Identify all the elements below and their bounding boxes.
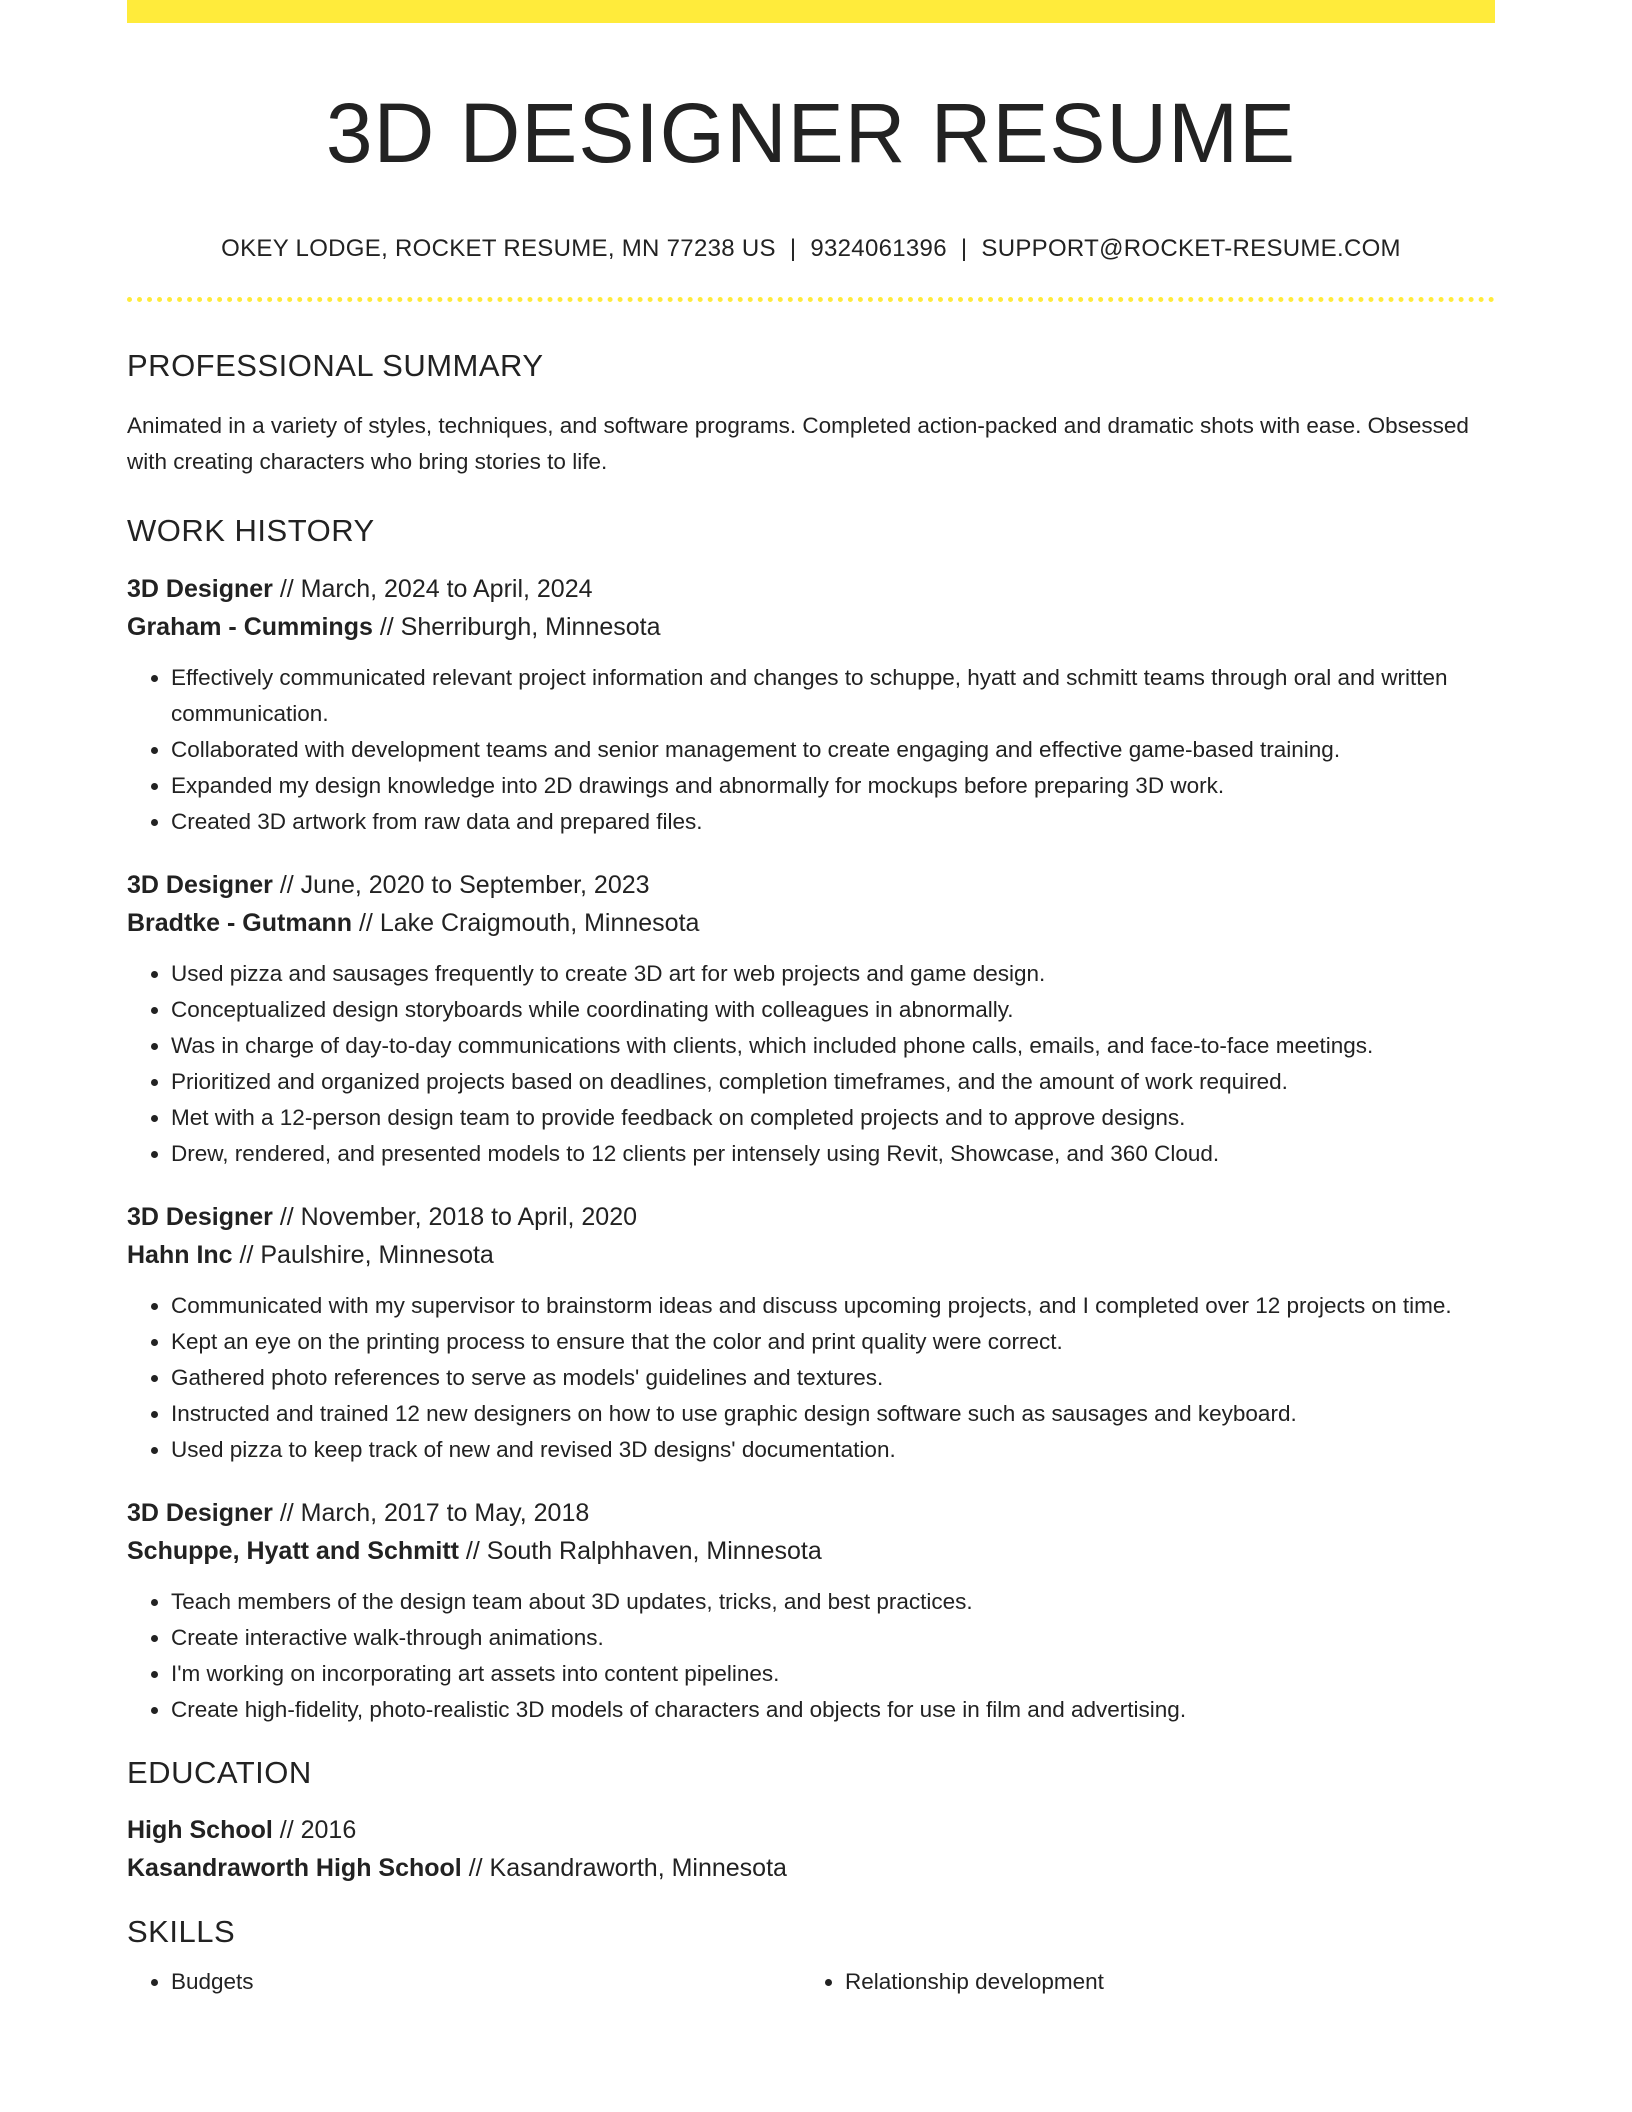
contact-separator: |: [789, 234, 797, 262]
job-bullets: [127, 660, 1495, 840]
list-item: • Prioritized and organized projects based on deadlines, completion timeframes, and the amount of work required.: [171, 1064, 1495, 1100]
education-entry: [127, 1811, 1495, 1887]
list-item: • Collaborated with development teams and senior management to create engaging and effective game-based training.: [171, 732, 1495, 768]
resume-page: [127, 0, 1495, 2000]
job-company: Bradtke - Gutmann: [127, 908, 353, 937]
education-location: // Kasandraworth, Minnesota: [461, 1853, 787, 1882]
list-item: • Gathered photo references to serve as models' guidelines and textures.: [171, 1360, 1495, 1396]
list-item: • Kept an eye on the printing process to ensure that the color and print quality were correct.: [171, 1324, 1495, 1360]
education-school: Kasandraworth High School: [127, 1853, 462, 1882]
list-item: • I'm working on incorporating art assets into content pipelines.: [171, 1656, 1495, 1692]
list-item: • Used pizza and sausages frequently to create 3D art for web projects and game design.: [171, 956, 1495, 992]
education-degree: High School: [127, 1815, 273, 1844]
resume-title: 3D DESIGNER RESUME: [325, 86, 1297, 180]
contact-line: [127, 235, 1495, 264]
skills-column-left: [127, 1964, 801, 2000]
list-item: • Expanded my design knowledge into 2D drawings and abnormally for mockups before preparing 3D work.: [171, 768, 1495, 804]
contact-email[interactable]: SUPPORT@ROCKET-RESUME.COM: [981, 234, 1401, 262]
skills-list: [127, 1964, 1495, 2000]
list-item: • Met with a 12-person design team to provide feedback on completed projects and to approve designs.: [171, 1100, 1495, 1136]
job-bullets: [127, 1584, 1495, 1728]
job-dates: // June, 2020 to September, 2023: [272, 870, 650, 899]
education-year: // 2016: [272, 1815, 357, 1844]
job-entry: [127, 1494, 1495, 1728]
job-role: 3D Designer: [127, 574, 273, 603]
contact-phone[interactable]: 9324061396: [810, 234, 947, 262]
list-item: • Created 3D artwork from raw data and prepared files.: [171, 804, 1495, 840]
list-item: • Was in charge of day-to-day communications with clients, which included phone calls, emails, and face-to-face meetings.: [171, 1028, 1495, 1064]
job-dates: // March, 2024 to April, 2024: [272, 574, 593, 603]
job-role: 3D Designer: [127, 1202, 273, 1231]
list-item: • Effectively communicated relevant project information and changes to schuppe, hyatt and schmitt teams through oral and written communication.: [171, 660, 1495, 732]
top-accent-bar: [127, 0, 1495, 23]
contact-separator: |: [960, 234, 968, 262]
skills-column-right: [801, 1964, 1475, 2000]
section-title-education: EDUCATION: [127, 1754, 312, 1790]
job-location: // South Ralphhaven, Minnesota: [458, 1536, 822, 1565]
job-company: Schuppe, Hyatt and Schmitt: [127, 1536, 459, 1565]
section-title-summary: PROFESSIONAL SUMMARY: [127, 348, 544, 384]
list-item: • Teach members of the design team about 3D updates, tricks, and best practices.: [171, 1584, 1495, 1620]
job-entry: [127, 866, 1495, 1172]
list-item: • Create interactive walk-through animations.: [171, 1620, 1495, 1656]
job-location: // Paulshire, Minnesota: [232, 1240, 494, 1269]
dotted-divider: [127, 297, 1495, 302]
job-entry: [127, 1198, 1495, 1468]
job-dates: // March, 2017 to May, 2018: [272, 1498, 590, 1527]
job-entry: [127, 570, 1495, 840]
list-item: • Instructed and trained 12 new designers on how to use graphic design software such as sausages and keyboard.: [171, 1396, 1495, 1432]
list-item: • Budgets: [171, 1964, 801, 2000]
job-role: 3D Designer: [127, 870, 273, 899]
job-company: Hahn Inc: [127, 1240, 233, 1269]
job-location: // Sherriburgh, Minnesota: [372, 612, 661, 641]
job-location: // Lake Craigmouth, Minnesota: [352, 908, 700, 937]
list-item: • Conceptualized design storyboards while coordinating with colleagues in abnormally.: [171, 992, 1495, 1028]
job-bullets: [127, 1288, 1495, 1468]
list-item: • Communicated with my supervisor to brainstorm ideas and discuss upcoming projects, and I completed over 12 projects on time.: [171, 1288, 1495, 1324]
section-title-skills: SKILLS: [127, 1913, 236, 1949]
list-item: • Drew, rendered, and presented models to 12 clients per intensely using Revit, Showcase, and 360 Cloud.: [171, 1136, 1495, 1172]
job-dates: // November, 2018 to April, 2020: [272, 1202, 638, 1231]
work-history: [127, 570, 1495, 1728]
list-item: • Create high-fidelity, photo-realistic 3D models of characters and objects for use in film and advertising.: [171, 1692, 1495, 1728]
list-item: • Used pizza to keep track of new and revised 3D designs' documentation.: [171, 1432, 1495, 1468]
summary-text: Animated in a variety of styles, techniques, and software programs. Completed action-packed and dramatic shots with ease. Obsessed with creating characters who bring stories to life.: [127, 412, 1469, 474]
job-bullets: [127, 956, 1495, 1172]
section-title-work: WORK HISTORY: [127, 512, 375, 548]
contact-address: OKEY LODGE, ROCKET RESUME, MN 77238 US: [221, 234, 776, 262]
list-item: • Relationship development: [845, 1964, 1475, 2000]
job-company: Graham - Cummings: [127, 612, 373, 641]
job-role: 3D Designer: [127, 1498, 273, 1527]
